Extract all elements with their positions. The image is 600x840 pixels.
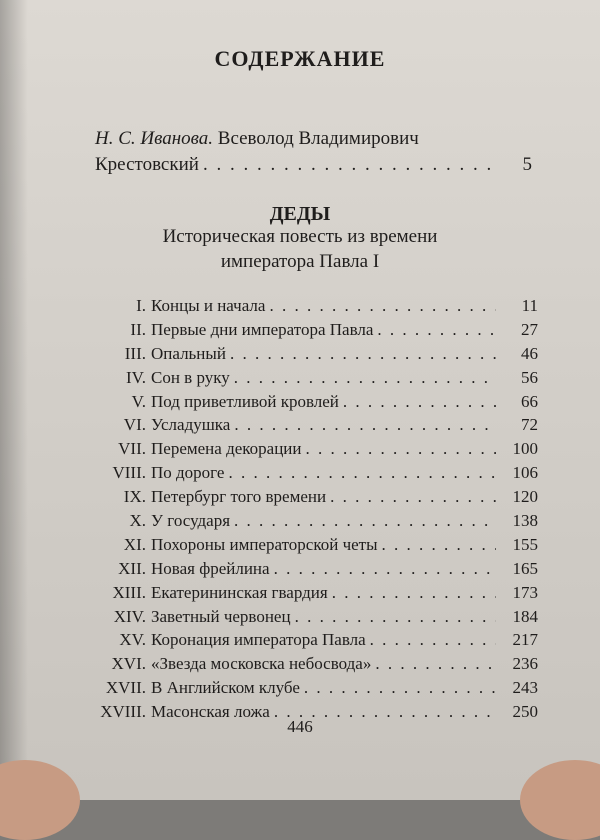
chapter-number: XIII. [112, 582, 146, 602]
chapter-number: XVIII. [100, 702, 146, 722]
chapter-page: 138 [512, 511, 538, 531]
chapter-title: Масонская ложа [151, 702, 270, 722]
leader-dots [228, 463, 496, 483]
chapter-entry[interactable] [78, 368, 538, 392]
chapter-number: XVI. [111, 654, 146, 674]
chapter-number: XIV. [113, 606, 146, 626]
leader-dots [230, 344, 496, 364]
intro-title-part2: Крестовский [95, 154, 199, 175]
chapter-title: Новая фрейлина [151, 558, 270, 578]
chapter-page: 46 [521, 343, 538, 363]
intro-title-part1: Всеволод Владимирович [217, 128, 419, 149]
chapter-title: По дороге [151, 463, 225, 483]
intro-author: Н. С. Иванова. [95, 128, 214, 149]
leader-dots [274, 559, 496, 579]
chapter-title: Опальный [151, 343, 226, 363]
chapter-number: XVII. [105, 678, 146, 698]
chapter-number: III. [124, 343, 146, 363]
chapter-title: Похороны императорской четы [151, 534, 378, 554]
chapter-title: Заветный червонец [151, 606, 291, 626]
chapter-page: 173 [512, 582, 538, 602]
chapter-entry[interactable] [78, 583, 538, 607]
work-subtitle-line1: Историческая повесть из времени [162, 226, 438, 247]
leader-dots [234, 368, 496, 388]
leader-dots [234, 511, 496, 531]
chapter-list [78, 296, 538, 726]
page-shadow [0, 0, 28, 800]
chapter-number: XII. [118, 558, 146, 578]
chapter-title: Под приветливой кровлей [151, 391, 339, 411]
chapter-page: 72 [521, 415, 538, 435]
chapter-entry[interactable] [78, 607, 538, 631]
leader-dots [234, 415, 496, 435]
chapter-title: Первые дни императора Павла [151, 319, 374, 339]
chapter-number: VIII. [112, 463, 146, 483]
chapter-number: VI. [123, 415, 146, 435]
leader-dots [375, 654, 496, 674]
chapter-entry[interactable] [78, 320, 538, 344]
chapter-number: I. [136, 296, 146, 315]
chapter-title: «Звезда московска небосвода» [151, 654, 372, 674]
left-thumb [0, 760, 80, 840]
page-number: 446 [287, 717, 313, 736]
leader-dots [304, 678, 496, 698]
chapter-title: Концы и начала [151, 296, 266, 315]
chapter-page: 217 [512, 630, 538, 650]
chapter-title: Сон в руку [151, 367, 230, 387]
intro-entry-line2[interactable] [95, 154, 532, 180]
chapter-entry[interactable] [78, 296, 538, 320]
chapter-page: 165 [512, 558, 538, 578]
leader-dots [332, 583, 496, 603]
chapter-entry[interactable] [78, 439, 538, 463]
chapter-entry[interactable] [78, 630, 538, 654]
leader-dots [330, 487, 496, 507]
chapter-entry[interactable] [78, 559, 538, 583]
leader-dots [382, 535, 496, 555]
work-subtitle-line2: императора Павла I [220, 251, 380, 272]
chapter-title: Усладушка [151, 415, 231, 435]
leader-dots [269, 296, 496, 316]
chapter-number: XI. [123, 534, 146, 554]
chapter-number: IV. [126, 367, 146, 387]
chapter-entry[interactable] [78, 654, 538, 678]
leader-dots [295, 607, 496, 627]
chapter-entry[interactable] [78, 678, 538, 702]
contents-heading: СОДЕРЖАНИЕ [214, 46, 386, 71]
right-thumb [520, 760, 600, 840]
chapter-number: V. [131, 391, 146, 411]
chapter-page: 155 [512, 534, 538, 554]
intro-entry-line1 [95, 128, 419, 150]
chapter-title: У государя [151, 511, 231, 531]
chapter-title: Петербург того времени [151, 487, 327, 507]
chapter-page: 100 [512, 439, 538, 459]
chapter-page: 27 [521, 319, 538, 339]
chapter-entry[interactable] [78, 487, 538, 511]
leader-dots [343, 392, 496, 412]
leader-dots [306, 439, 497, 459]
work-title: ДЕДЫ [269, 203, 331, 225]
leader-dots [377, 320, 496, 340]
chapter-entry[interactable] [78, 463, 538, 487]
leader-dots [370, 630, 496, 650]
chapter-title: В Английском клубе [151, 678, 300, 698]
chapter-page: 120 [512, 487, 538, 507]
chapter-page: 56 [521, 367, 538, 387]
chapter-entry[interactable] [78, 535, 538, 559]
chapter-title: Екатерининская гвардия [151, 582, 328, 602]
chapter-entry[interactable] [78, 344, 538, 368]
chapter-number: IX. [123, 487, 146, 507]
chapter-entry[interactable] [78, 511, 538, 535]
chapter-title: Коронация императора Павла [151, 630, 366, 650]
chapter-page: 106 [512, 463, 538, 483]
chapter-title: Перемена декорации [151, 439, 302, 459]
intro-page: 5 [522, 154, 532, 175]
chapter-page: 236 [512, 654, 538, 674]
chapter-number: X. [129, 511, 146, 531]
chapter-page: 243 [512, 678, 538, 698]
leader-dots [203, 154, 490, 176]
chapter-number: VII. [118, 439, 146, 459]
chapter-entry[interactable] [78, 392, 538, 416]
chapter-page: 184 [512, 606, 538, 626]
chapter-page: 11 [521, 296, 538, 315]
chapter-page: 250 [512, 702, 538, 722]
chapter-entry[interactable] [78, 415, 538, 439]
chapter-number: XV. [119, 630, 146, 650]
chapter-number: II. [130, 319, 146, 339]
chapter-page: 66 [521, 391, 538, 411]
